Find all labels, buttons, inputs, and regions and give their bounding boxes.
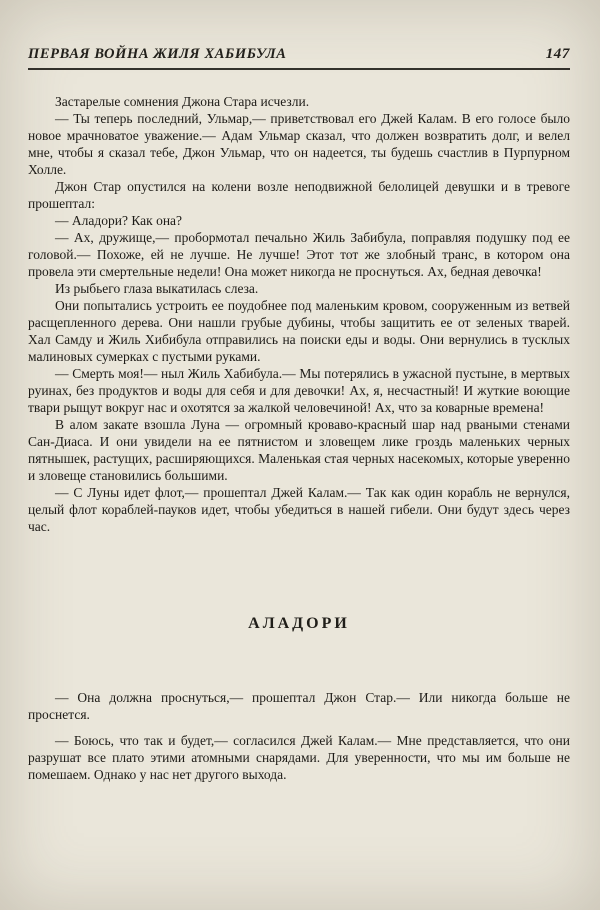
paragraph: — Она должна проснуться,— прошептал Джон Стар.— Или никогда больше не проснется. [28, 690, 570, 722]
paragraph: — С Луны идет флот,— прошептал Джей Калам.— Так как один корабль не вернулся, целый флот кораблей-пауков идет, чтобы убедиться в нашей гибели. Они будут здесь через час. [28, 485, 570, 534]
paragraph: Застарелые сомнения Джона Стара исчезли. [55, 94, 310, 109]
running-head [28, 46, 570, 63]
paragraph: Из рыбьего глаза выкатилась слеза. [55, 281, 259, 296]
paragraph: — Ты теперь последний, Ульмар,— приветствовал его Джей Калам. В его голосе было новое мрачноватое уважение.— Адам Ульмар сказал, что должен возвратить долг, и велел мне, чтобы я сказал тебе, Джон Ульмар, что он надеется, ты будешь счастлив в Пурпурном Холле. [28, 111, 570, 177]
paragraph: Джон Стар опустился на колени возле неподвижной белолицей девушки и в тревоге прошептал: [28, 179, 570, 211]
paragraph: — Боюсь, что так и будет,— согласился Джей Калам.— Мне представляется, что они разрушат все плато этими атомными снарядами. Для уверенности, что мы им больше не помешаем. Однако у нас нет другого выхода. [28, 733, 570, 782]
header-rule [28, 68, 570, 70]
section-one [28, 93, 570, 535]
paragraph: — Аладори? Как она? [55, 213, 183, 228]
paragraph: В алом закате взошла Луна — огромный кроваво-красный шар над рваными стенами Сан-Диаса. И они увидели на ее пятнистом и зловещем лике гроздь маленьких черных пятнышек, растущих, расширяющихся. Маленькая стая черных насекомых, которые уверенно и зловеще становились большими. [28, 417, 570, 483]
section-two [28, 689, 570, 783]
paragraph: Они попытались устроить ее поудобнее под маленьким кровом, сооруженным из ветвей расщепленного дерева. Они нашли грубые дубины, чтобы защитить ее от зеленых тварей. Хал Самду и Жиль Хибибула отправились на поиски еды и воды. Они вернулись в тусклых малиновых сумерках с пустыми руками. [28, 298, 570, 364]
paragraph: — Смерть моя!— ныл Жиль Хабибула.— Мы потерялись в ужасной пустыне, в мертвых руинах, без продуктов и воды для себя и для девочки! Ах, я, несчастный! И жуткие воющие твари рыщут вокруг нас и охотятся за жалкой человечиной! Ах, что за коварные времена! [28, 366, 570, 415]
running-title: ПЕРВАЯ ВОЙНА ЖИЛЯ ХАБИБУЛА [28, 46, 287, 62]
page-number: 147 [545, 46, 570, 62]
paragraph: — Ах, дружище,— пробормотал печально Жиль Забибула, поправляя подушку под ее головой.— Похоже, ей не лучше. Не лучше! Этот тот же злобный транс, в котором она провела эти смертельные недели! Она может никогда не проснуться. Ах, бедная девочка! [28, 230, 570, 279]
chapter-heading: АЛАДОРИ [248, 615, 350, 632]
